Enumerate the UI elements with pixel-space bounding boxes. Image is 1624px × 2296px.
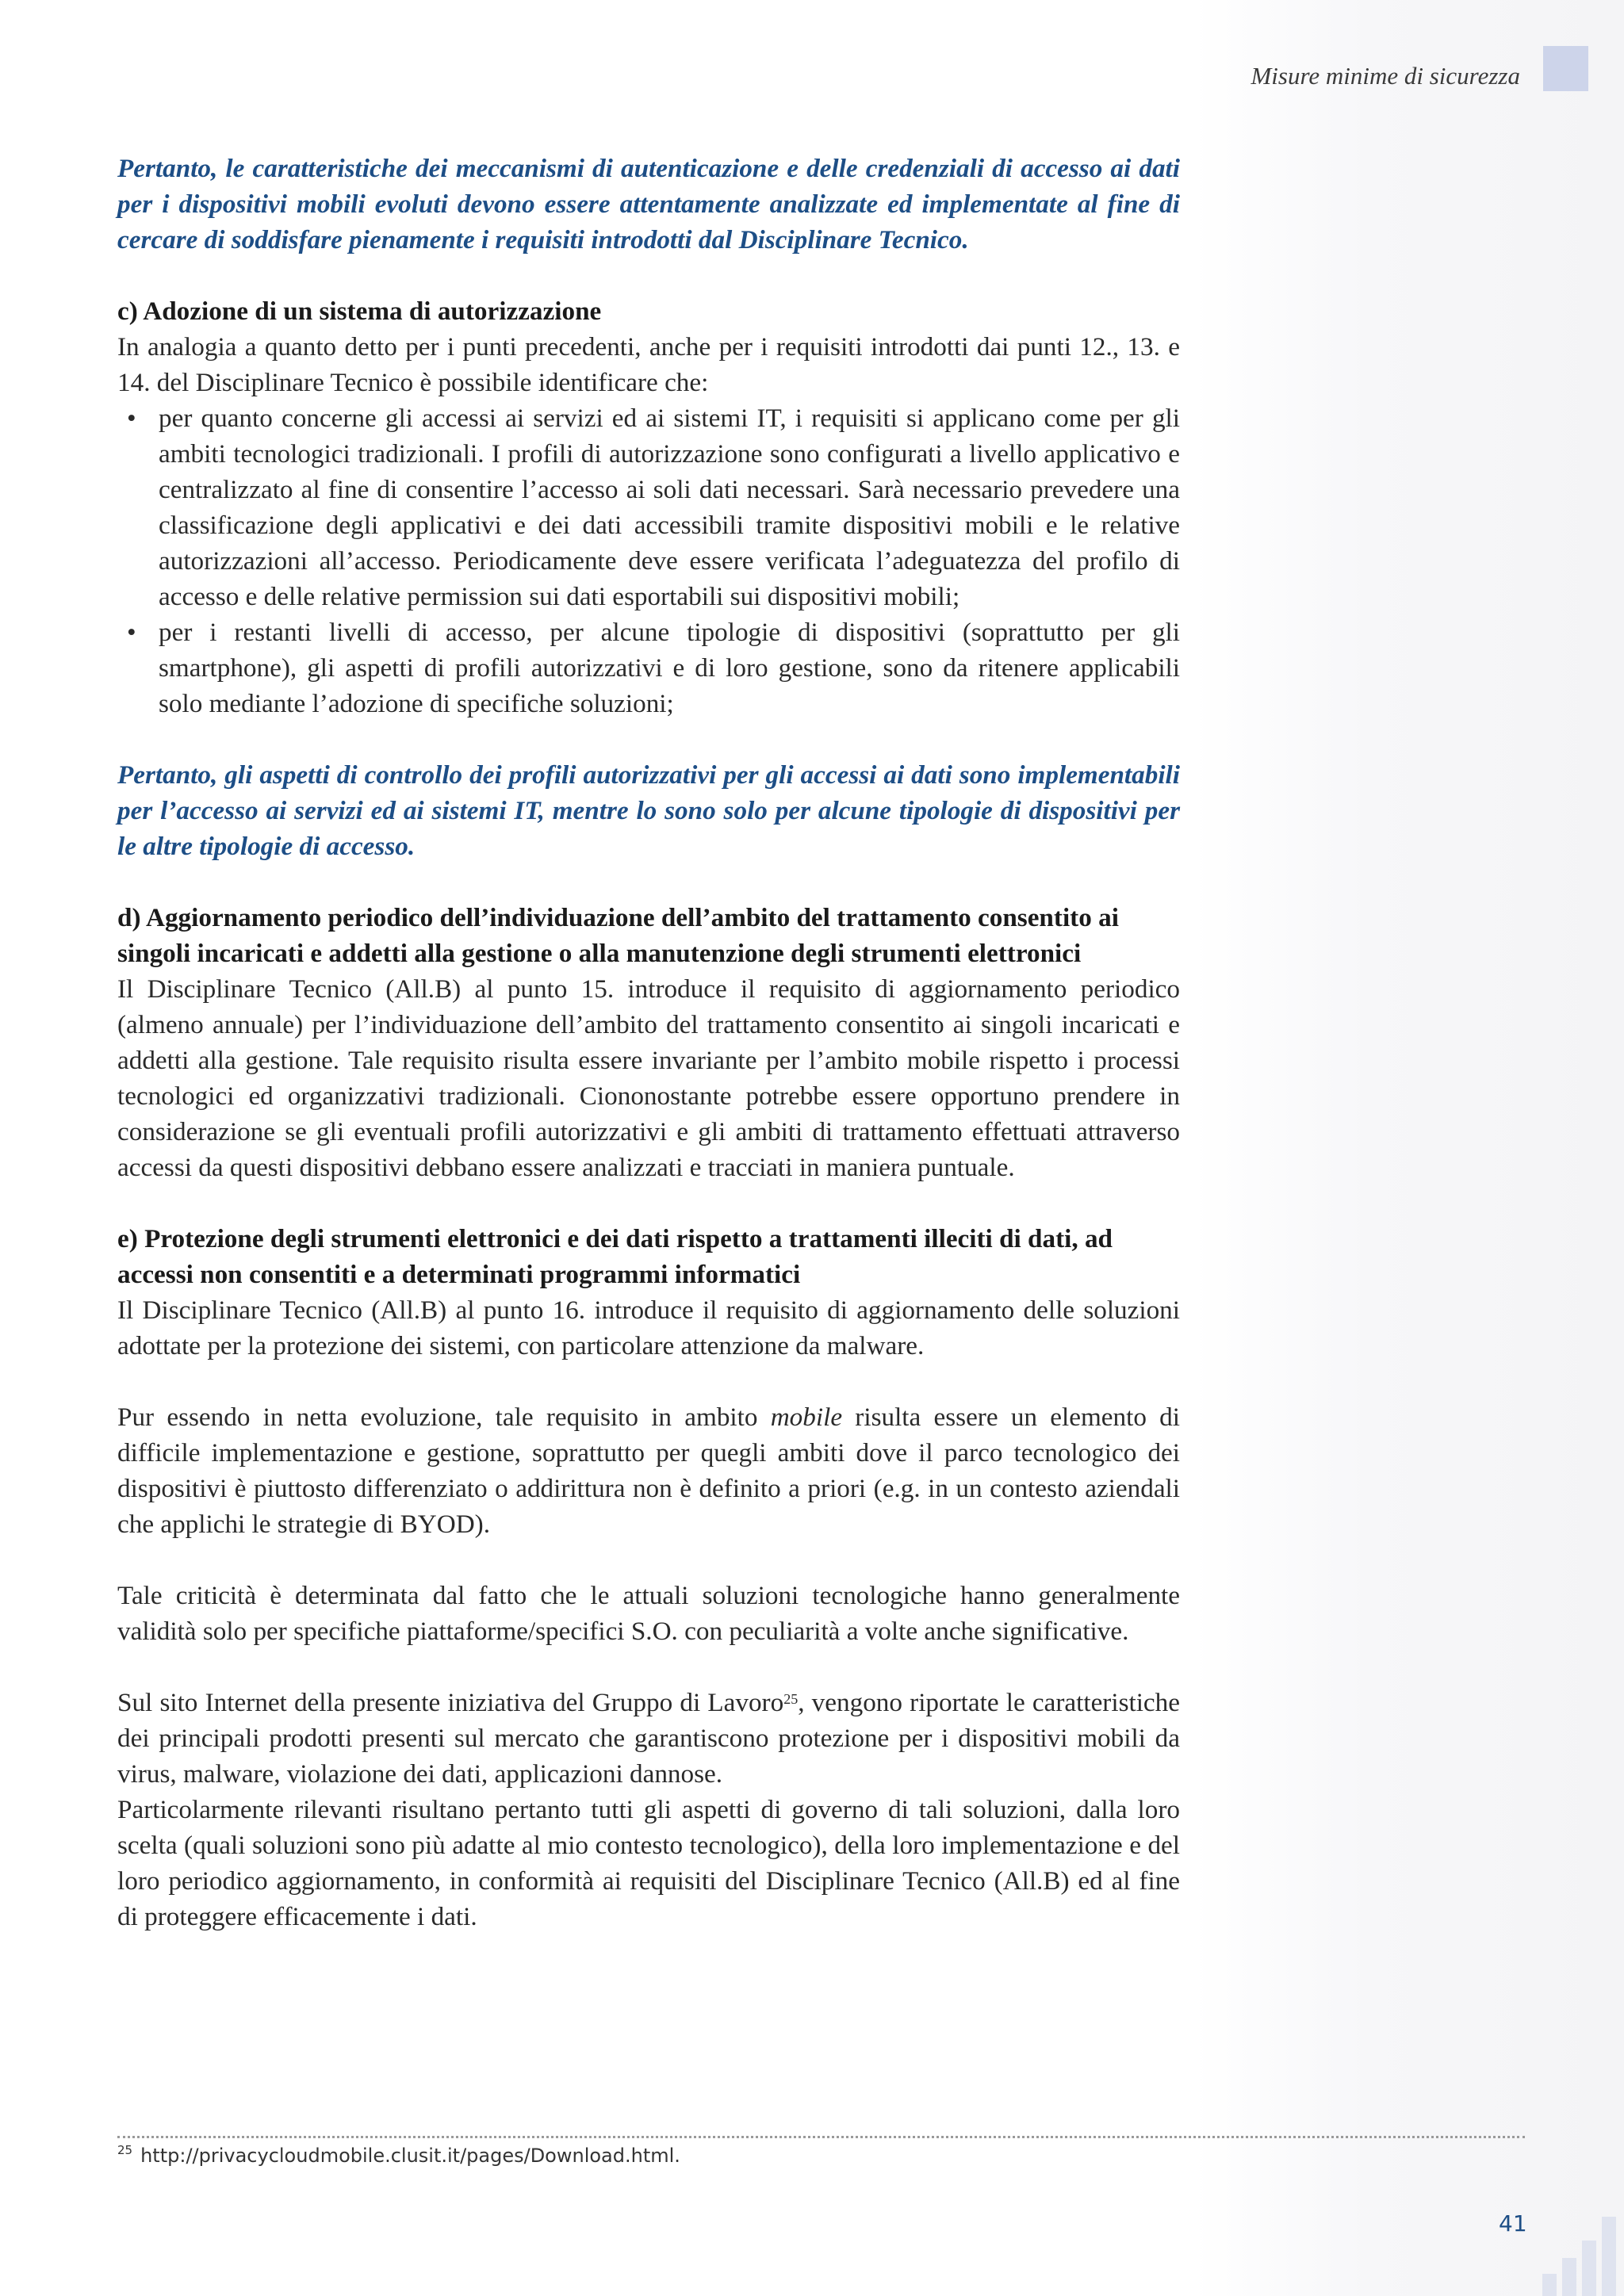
section-e-body-1: Il Disciplinare Tecnico (All.B) al punto 16. introduce il requisito di aggiornamento delle soluzioni adottate per la protezione dei sistemi, con particolare attenzione da malware. [117, 1295, 1180, 1360]
footnote-number: 25 [117, 2143, 133, 2157]
section-d-heading: d) Aggiornamento periodico dell’individuazione dell’ambito del trattamento consentito ai singoli incaricati e addetti alla gestione o alla manutenzione degli strumenti elettronici [117, 903, 1119, 968]
page-side-shading [1193, 0, 1624, 2296]
main-content [117, 151, 1180, 1934]
section-e-body-5: Particolarmente rilevanti risultano pertanto tutti gli aspetti di governo di tali soluzioni, dalla loro scelta (quali soluzioni sono più adatte al mio contesto tecnologico), della loro implementazione e del loro periodico aggiornamento, in conformità ai requisiti del Disciplinare Tecnico (All.B) ed al fine di proteggere efficacemente i dati. [117, 1795, 1180, 1931]
section-d-body: Il Disciplinare Tecnico (All.B) al punto 15. introduce il requisito di aggiornamento periodico (almeno annuale) per l’individuazione dell’ambito del trattamento consentito ai singoli incaricati e addetti alla gestione. Tale requisito risulta essere invariante per l’ambito mobile rispetto i processi tecnologici ed organizzativi tradizionali. Ciononostante potrebbe essere opportuno prendere in considerazione se gli eventuali profili autorizzativi e gli ambiti di trattamento effettuati attraverso accessi da questi dispositivi debbano essere analizzati e tracciati in maniera puntuale. [117, 974, 1180, 1182]
running-header: Misure minime di sicurezza [1251, 62, 1520, 90]
footnote-divider [117, 2136, 1525, 2138]
bullet-icon: • [127, 404, 136, 433]
callout-authorization: Pertanto, gli aspetti di controllo dei profili autorizzativi per gli accessi ai dati sono implementabili per l’accesso ai servizi ed ai sistemi IT, mentre lo sono solo per alcune tipologie di dispositivi per le altre tipologie di accesso. [117, 760, 1180, 861]
list-item [117, 400, 1180, 614]
emphasis-mobile: mobile [770, 1402, 843, 1432]
section-e-heading: e) Protezione degli strumenti elettronici e dei dati rispetto a trattamenti illeciti di dati, ad accessi non consentiti e a determinati programmi informatici [117, 1224, 1113, 1289]
section-e-body-3: Tale criticità è determinata dal fatto che le attuali soluzioni tecnologiche hanno generalmente validità solo per specifiche piattaforme/specifici S.O. con peculiarità a volte anche significative. [117, 1581, 1180, 1646]
callout-authentication: Pertanto, le caratteristiche dei meccanismi di autenticazione e delle credenziali di accesso ai dati per i dispositivi mobili evoluti devono essere attentamente analizzate ed implementate al fine di cercare di soddisfare pienamente i requisiti introdotti dal Disciplinare Tecnico. [117, 154, 1180, 254]
bullet-text: per quanto concerne gli accessi ai servizi ed ai sistemi IT, i requisiti si applicano come per gli ambiti tecnologici tradizionali. I profili di autorizzazione sono configurati a livello applicativo e centralizzato al fine di consentire l’accesso ai soli dati necessari. Sarà necessario prevedere una classificazione degli applicativi e dei dati accessibili tramite dispositivi mobili e le relative autorizzazioni all’accesso. Periodicamente deve essere verificata l’adeguatezza del profilo di accesso e delle relative permission sui dati esportabili sui dispositivi mobili; [159, 404, 1180, 611]
section-c-intro: In analogia a quanto detto per i punti precedenti, anche per i requisiti introdotti dai punti 12., 13. e 14. del Disciplinare Tecnico è possibile identificare che: [117, 332, 1180, 397]
page-number: 41 [1499, 2210, 1527, 2237]
footnote-reference[interactable]: 25 [783, 1691, 799, 1707]
section-e-body-4: Sul sito Internet della presente iniziativa del Gruppo di Lavoro$^{25}$, vengono riportate le caratteristiche dei principali prodotti presenti sul mercato che garantiscono protezione per i dispositivi mobili da virus, malware, violazione dei dati, applicazioni dannose. [117, 1688, 1180, 1789]
bullet-icon: • [127, 618, 136, 647]
footnote-link[interactable]: http://privacycloudmobile.clusit.it/pages/Download.html. [140, 2145, 680, 2167]
list-item [117, 614, 1180, 721]
bullet-text: per i restanti livelli di accesso, per alcune tipologie di dispositivi (soprattutto per gli smartphone), gli aspetti di profili autorizzativi e di loro gestione, sono da ritenere applicabili solo mediante l’adozione di specifiche soluzioni; [159, 618, 1180, 718]
section-e-body-2: Pur essendo in netta evoluzione, tale requisito in ambito mobile risulta essere un elemento di difficile implementazione e gestione, soprattutto per quegli ambiti dove il parco tecnologico dei dispositivi è piuttosto differenziato o addirittura non è definito a priori (e.g. in un contesto aziendali che applichi le strategie di BYOD). [117, 1402, 1180, 1539]
section-e [117, 1221, 1180, 1934]
footnote [117, 2145, 680, 2167]
section-c-heading: c) Adozione di un sistema di autorizzazione [117, 297, 602, 326]
section-c [117, 293, 1180, 721]
header-square-decoration [1543, 46, 1588, 91]
section-c-bullet-list [117, 400, 1180, 721]
section-d [117, 900, 1180, 1185]
